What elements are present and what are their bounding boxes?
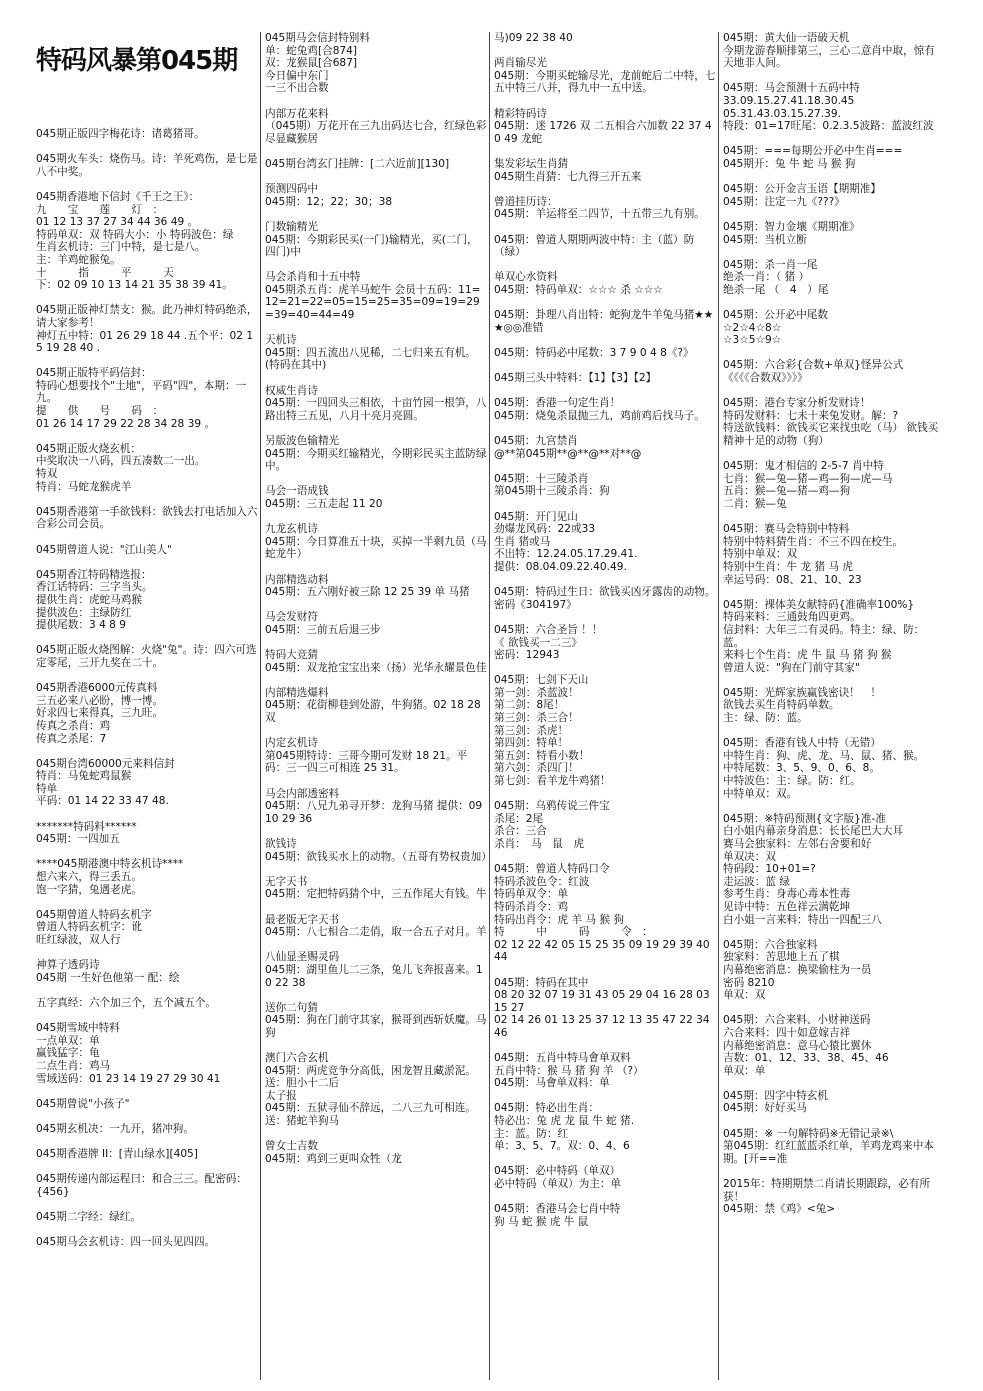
text-block: 045期：===每期公开必中生肖=== 045期开：兔 牛 蛇 马 猴 狗 <box>723 145 903 170</box>
text-block: 2015年：特期期禁二肖请长期跟踪，必有所获！ 045期：禁《鸡》<兔> <box>723 1178 931 1216</box>
text-block: 马)09 22 38 40 <box>494 32 573 44</box>
text-block: 曾道挂历诗： 045期：羊运将至二四节，十五带三九有别。 <box>494 195 705 221</box>
text-block: 澳门六合玄机 045期：两虎竞争分高低，困龙智且藏淤泥。送：胆小十二后 太子报 045期：五狱寻仙不辞远，二八三九可相连。送：猪蛇羊狗马 <box>265 1052 476 1128</box>
text-block: 045期：※ 一句解特码※无错记录※\ 第045期：红红蓝蓝杀红单，羊鸡龙鸡来中本期。[开==准 <box>723 1127 934 1165</box>
text-block: 045期香港地下信封《千王之王》： 九 宝 莲 灯 ： 01 12 13 37 27 34 44 36 49 。 特码单双：双 特码大小：小 特码波色：绿 生肖玄机诗：三门中特，是七是八。 主：羊鸡蛇猴兔。 十 指 平 天 下：02 09 10 13 14 21 35 38 39 41。 <box>36 190 234 292</box>
column-divider <box>260 32 261 1380</box>
text-block: 045期：卦理八肖出特：蛇狗龙牛羊兔马猪★★★◎◎准错 <box>494 309 714 334</box>
text-block: 045期：杀一肖一尾 绝杀一肖：（ 猪 ） 绝杀一尾 （ 4 ）尾 <box>723 258 829 296</box>
text-block: 最老版无字天书 045期：八七相合二走俏，取一合五子对月。羊 <box>265 913 487 939</box>
column-4 <box>723 32 945 1228</box>
text-block: 内定玄机诗 第045期特诗：三哥今期可发财 18 21。平码：三一四三可相连 25 31。 <box>265 737 468 775</box>
text-block: 单双心水资料 045期：特码单双：☆☆☆ 杀 ☆☆☆ <box>494 271 663 296</box>
text-block: 045期：十三陵杀肖 第045期十三陵杀肖：狗 <box>494 472 610 498</box>
column-1 <box>36 128 258 1261</box>
text-block: 045期：马会预测十五码中特 33.09.15.27.41.18.30.45 05.31.43.03.15.27.39. 特段：01=17旺尾：0.2.3.5波路：蓝波红波 <box>723 82 934 133</box>
text-block: 045期：香港一句定生肖！ 045期：烧兔杀鼠抛三九，鸡前鸡后找马子。 <box>494 397 705 422</box>
text-block: 045期雪域中特料 一点单双：单 赢钱猛字：龟 二点生肖：鸡马 雪域送码：01 23 14 19 27 29 30 41 <box>36 1022 221 1085</box>
text-block: 八仙显圣赐灵码 045期：湖里鱼儿二三条，兔儿飞奔报喜来。10 22 38 <box>265 951 483 989</box>
text-block: 集发彩坛生肖猜 045期生肖猜：七九得三开五来 <box>494 157 642 183</box>
text-block: 权威生肖诗 045期：一四回头三相依，十亩竹园一根笋，八路出特三五见，八月十亮月亮圆。 <box>265 384 487 422</box>
text-block: 045期：五肖中特马會单双料 五肖中特：猴 马 猪 狗 羊 （?） 045期：马會单双料：单 <box>494 1052 644 1090</box>
text-block: 045期：香港马会七肖中特 狗 马 蛇 猴 虎 牛 鼠 <box>494 1203 621 1228</box>
text-block: 内部精选爆料 045期：花街柳巷到处游，牛狗猪。02 18 28 双 <box>265 686 481 725</box>
text-block: 045期：黄大仙一语破天机 今期龙游春顺排第三，三心二意肖中取，惊有天地非人间。 <box>723 32 935 70</box>
text-block: 五字真经：六个加三个，五个减五个。 <box>36 996 217 1009</box>
text-block: 045期火车头：烧伤马。诗：羊死鸡伤，是七是八不中奖。 <box>36 153 258 178</box>
text-block: 045期：香港有钱人中特（无错） 中特生肖：狗、虎、龙、马、鼠、猪、猴。 中特尾数：3、5、9、0、6、8。 中特波色：主：绿。防：红。 中特单双：双。 <box>723 737 925 800</box>
text-block: 045期马会玄机诗：四一回头见四四。 <box>36 1236 216 1249</box>
text-block: 045期：乌鸦传说三件宝 杀尾：2尾 杀合：三合 杀肖： 马 鼠 虎 <box>494 800 610 850</box>
text-block: 045期：必中特码（单双） 必中特码（单双）为主：单 <box>494 1165 622 1191</box>
text-block: 曾女士吉数 045期：鸡到三更叫众牲（龙 <box>265 1140 402 1165</box>
text-block: 045期：※特码预测{文字版}准-准 白小姐内幕亲身消息：长长尾巴大大耳 赛马会独家料：左邻右舍要和好 单双决：双 特码段：10+01=? 走运波：蓝 绿 参考生肖：身毒心毒本性毒 见诗中特：五色祥云满乾坤 白小姐一言来料：特出一四配三八 <box>723 812 904 926</box>
text-block: 045期玄机决：一九开，猪冲狗。 <box>36 1122 194 1135</box>
text-block: 神算子透码诗 045期 一生好色他第一 配：绘 <box>36 959 180 984</box>
text-block: 045期马会信封特别料 单：蛇兔鸡[合874] 双：龙猴鼠[合687] 今日偏中东门 一三不出合数 <box>265 32 370 95</box>
text-block: 马会内部透密料 045期：八兄九弟寻开梦：龙狗马猪 提供：09 10 29 36 <box>265 787 483 825</box>
text-block: 045期：六合彩{合数+单双}怪异公式 《《《《合数双》》》》 <box>723 359 904 385</box>
text-block: 045期：四字中特玄机 045期：好好买马 <box>723 1089 828 1115</box>
column-3 <box>494 32 716 1241</box>
text-block: 045期：六合圣旨 ！！ 《 欲钱买一二三》 密码：12943 <box>494 623 603 662</box>
text-block: 045期香江特码精选报： 香江话特码：三字当头。 提供生肖：虎蛇马鸡猴 提供波色：主绿防红 提供尾数：3 4 8 9 <box>36 568 153 632</box>
text-block: 045期：光辉家族赢钱密诀！ ！ 欲钱去买生肖特码单数。 主：绿、防：蓝。 <box>723 686 881 725</box>
text-block: 045期曾说"小孩子" <box>36 1097 130 1110</box>
text-block: 045期传递内部运程曰：和合三三。配密码：{456} <box>36 1173 247 1198</box>
text-block: 045期香港牌 II：[青山绿水][405] <box>36 1148 198 1161</box>
text-block: 045期正版四字梅花诗：诸葛猪哥。 <box>36 128 205 140</box>
text-block: 无字天书 045期：定把特码猜个中，三五作尾大有钱。牛 <box>265 875 487 901</box>
text-block: 内部万花来料 （045期）万花开在三九出码达七合，红绿色彩尽显藏猴居 <box>265 107 487 145</box>
text-block: 特码大竞猜 045期：双龙抢宝宝出来（扬）光华永耀景色佳 <box>265 649 487 674</box>
column-divider <box>718 32 719 1380</box>
text-block: 两肖输尽光 045期：今期买蛇输尽光，龙前蛇后二中特，七五中特三八并，得九中一五中送。 <box>494 57 716 95</box>
text-block: ****045期港澳中特玄机诗**** 想六来六，得三丢五。 饱一字猜，兔遇老虎。 <box>36 858 184 896</box>
text-block: 另版波色输精光 045期：今期买红输精光，今期彩民买主蓝防绿中。 <box>265 435 487 473</box>
text-block: 欲钱诗 045期：欲钱买水上的动物。（五哥有势权贵加） <box>265 838 492 863</box>
text-block: *******特码料****** 045期：一四加五 <box>36 820 137 846</box>
text-block: 045期正版特平码信封： 特码心想要找个"土地"，平码"四"，本期：一九。 提 供 号 码 ： 01 26 14 17 29 22 28 34 28 39 。 <box>36 367 247 430</box>
text-block: 045期：裸体美女献特码{准确率100%} 特码来料：三通鼓角四更鸡。 信封料：大年三二有灵码。特主：绿、防：蓝。 来料七个生肖：虎 牛 鼠 马 猪 狗 猴 曾道人说："狗在门前守其家" <box>723 598 925 674</box>
text-block: 045期：曾道人特码口令 特码杀波色令：红波 特码单双令：单 特码杀肖令：鸡 特码出肖令：虎 羊 马 猴 狗 特 中 码 令 ： 02 12 22 42 05 15 25 35 09 19 29 39 40 44 <box>494 863 710 964</box>
text-block: 门数输精光 045期：今期彩民买(一门)输精光，买(二门，四门)中 <box>265 220 478 259</box>
text-block: 045期：鬼才相信的 2-5-7 肖中特 七肖：猴—兔—猪—鸡—狗—虎—马 五肖：猴—兔—猪—鸡—狗 二肖：猴—兔 <box>723 460 893 510</box>
text-block: 045期：公开金言玉语【期期准】 045期：注定一九《???》 <box>723 183 881 208</box>
text-block: 天机诗 045期：四五流出八见稀，二七归来五有机。(特码在其中) <box>265 334 476 372</box>
text-block: 045期：特必出生肖： 特必出：兔 虎 龙 鼠 牛 蛇 猪. 主：蓝。防：红 单：3、5、7。双：0、4、6 <box>494 1102 635 1153</box>
text-block: 045期：智力金壤《期期准》 045期：当机立断 <box>723 220 860 246</box>
text-block: 预测四码中 045期：12；22；30；38 <box>265 183 393 208</box>
text-block: 045期曾道人特码玄机字 曾道人特码玄机字：讹 旺红绿波，双人行 <box>36 908 152 946</box>
text-block: 045期香港6000元传真料 三五必来八必盼，博一博。 好求四七来得真，三九旺。 传真之杀肖：鸡 传真之杀尾：7 <box>36 682 164 745</box>
text-block: 045期：六合独家料 独家料：苦思地上五了棋 内幕绝密消息：换梁偷柱为一员 密码 8210 单双：双 <box>723 938 872 1002</box>
text-block: 045期台湾玄门挂牌：[二六近前][130] <box>265 157 450 170</box>
text-block: 045期香港第一手欲钱料：欲钱去打电话加入六合彩公司会员。 <box>36 505 258 531</box>
column-2 <box>265 32 492 1178</box>
column-divider <box>489 32 490 1380</box>
text-block: 045期：特码过生日：欲钱买凶牙露齿的动物。 密码《304197》 <box>494 586 716 611</box>
text-block: 内部精选动料 045期：五六刚好被三除 12 25 39 单 马猪 <box>265 573 470 599</box>
text-block: 045期：七剑下天山 第一剑：杀蓝波！ 第二剑：8尾！ 第三剑：杀三合！ 第三剑：杀虎！ 第四剑：特单！ 第五剑：特看小数！ 第六剑：杀四门！ 第七剑：看羊龙牛鸡猪！ <box>494 674 611 788</box>
text-block: 045期：公开必中尾数 ☆2☆4☆8☆ ☆3☆5☆9☆ <box>723 309 828 347</box>
text-block: 045期：六合来料、小财神送码 六合来料：四十如意嫁吉祥 内幕绝密消息：意马心猿比翼休 吉数：01、12、33、38、45、46 单双：单 <box>723 1014 889 1077</box>
text-block: 045期：赛马会特别中特料 特别中特料猜生肖：不三不四在校生。 特别中单双：双 特别中生肖：牛 龙 猪 马 虎 幸运号码：08、21、10、23 <box>723 523 904 586</box>
text-block: 马会杀肖和十五中特 045期杀五肖：虎羊马蛇牛 会员十五码：11=12=21=22=05=15=25=35=09=19=29=39=40=44=49 <box>265 271 481 322</box>
text-block: 045期三头中特料：【1】【3】【2】 <box>494 372 657 385</box>
text-block: 送你二句猜 045期：狗在门前守其家，猴哥到西斩妖魔。马狗 <box>265 1001 487 1039</box>
text-block: 045期：特码必中尾数：3 7 9 0 4 8《?》 <box>494 346 694 359</box>
page-title: 特码风暴第045期 <box>36 46 238 76</box>
text-block: 045期：开门见山 劲爆龙风码：22或33 生肖 猪或马 不出特：12.24.05.17.29.41. 提供：08.04.09.22.40.49. <box>494 510 638 573</box>
text-block: 045期正版火烧图解：火烧"兔"。诗：四六可选定零尾，三开九奖在二十。 <box>36 644 257 669</box>
text-block: 045期：特码在其中 08 20 32 07 19 31 43 05 29 04 16 28 03 15 27 02 14 26 01 13 25 37 12 13 35 47 22 34 46 <box>494 976 710 1039</box>
text-block: 045期：九宫禁肖 @**第045期**@**@**对**@ <box>494 435 642 460</box>
text-block: 045期台湾60000元来料信封 特肖：马兔蛇鸡鼠猴 特单 平码：01 14 22 33 47 48. <box>36 757 175 808</box>
text-block: 045期正版火烧玄机： 中奖取决一八码，四五凑数二一出。 特双 特肖：马蛇龙猴虎羊 <box>36 442 206 493</box>
text-block: 马会发财符 045期：三前五后退三步 <box>265 611 381 636</box>
text-block: 045期二字经：绿红。 <box>36 1211 141 1224</box>
text-block: 045期：曾道人期期两波中特：主（蓝）防（绿） <box>494 233 695 259</box>
text-block: 马会一语成钱 045期：三五走起 11 20 <box>265 485 383 510</box>
text-block: 045期曾道人说："江山美人" <box>36 543 172 556</box>
text-block: 045期：港台专家分析发财诗！ 特码发财料：七未十来兔发财。解：? 特送欲钱料：欲钱买它来找虫吃（马） 欲钱买精神十足的动物（狗） <box>723 397 939 447</box>
text-block: 045期正版神灯禁支：猴。此乃神灯特码绝杀，请大家参考！ 神灯五中特：01 26 29 18 44 .五个平：02 15 19 28 40 . <box>36 304 258 355</box>
text-block: 九龙玄机诗 045期：今日算准五十块，买掉一半剩九员（马蛇龙牛） <box>265 523 487 561</box>
text-block: 精彩特码诗 045期：迷 1726 双 二五相合六加数 22 37 40 49 龙蛇 <box>494 107 712 145</box>
